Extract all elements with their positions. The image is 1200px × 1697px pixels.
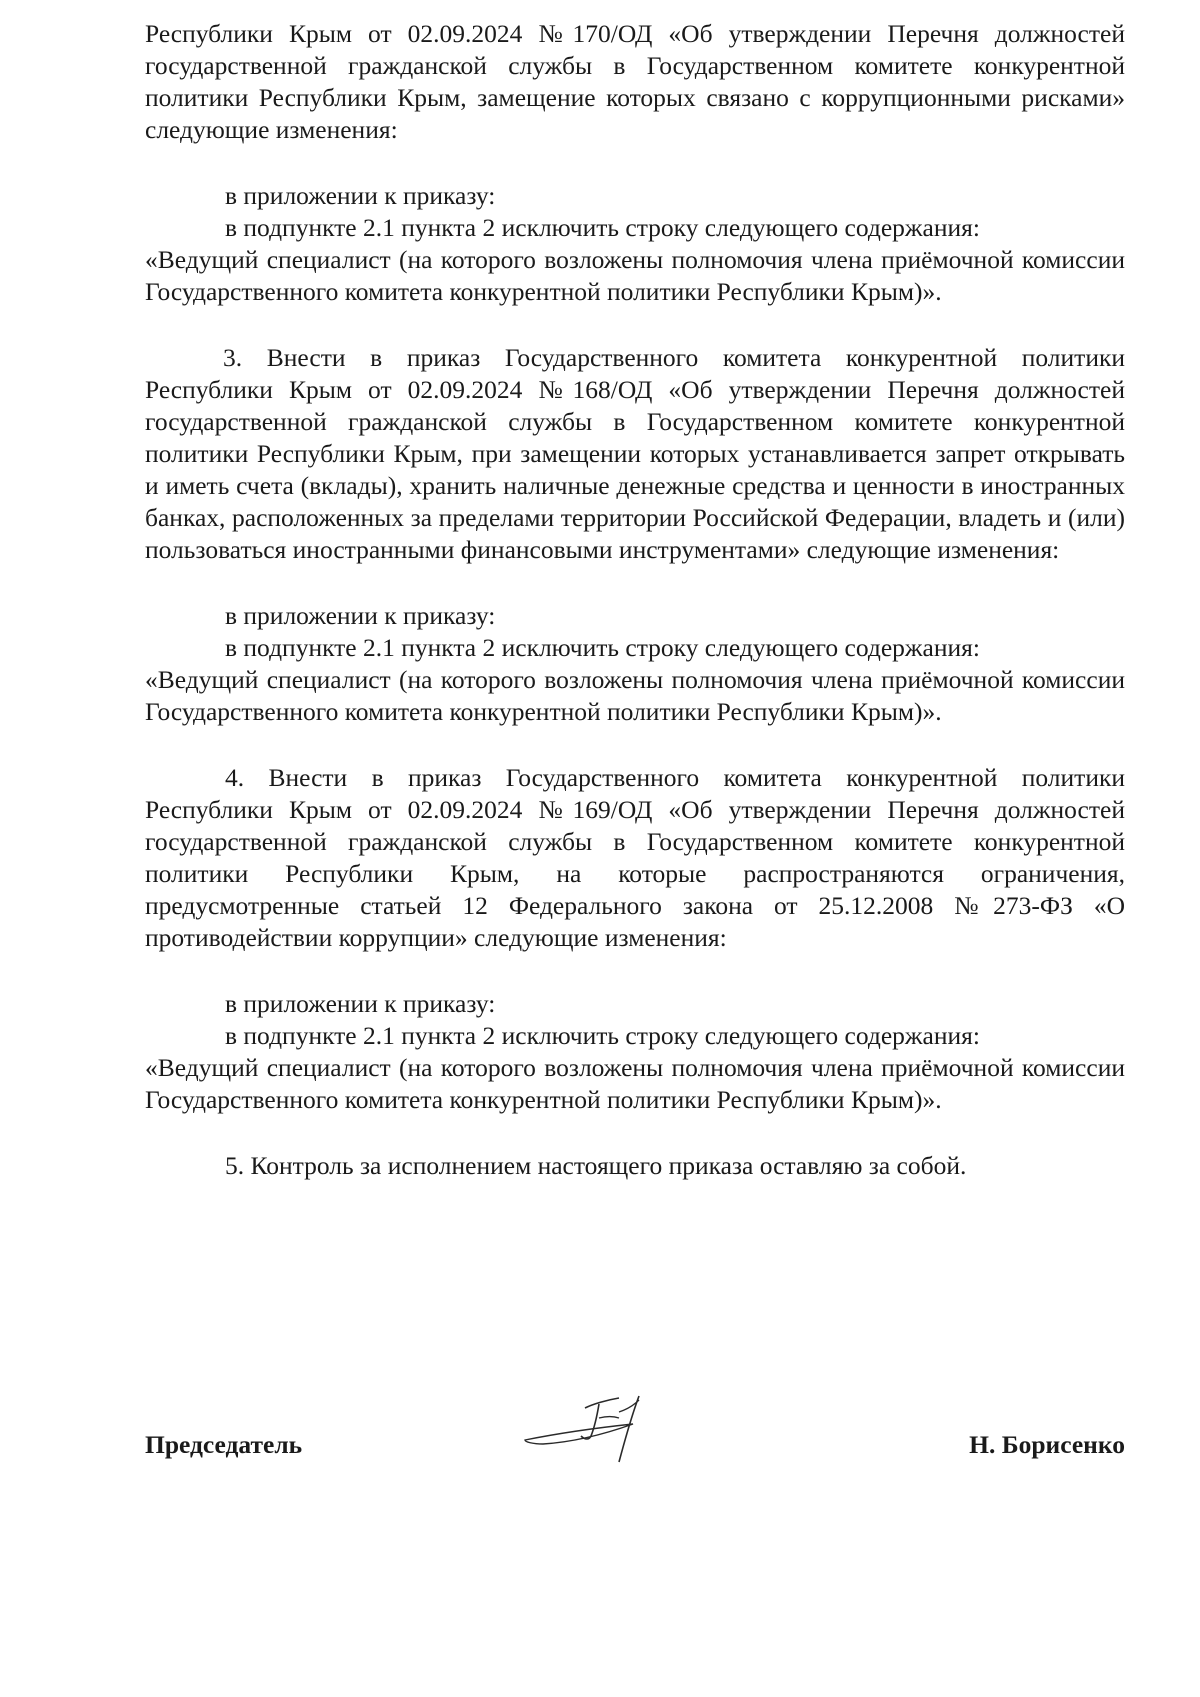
item4-quote: «Ведущий специалист (на которого возложены полномочия члена приёмочной комиссии Государственного комитета конкурентной политики Республики Крым)». bbox=[145, 1053, 1125, 1114]
signature-row bbox=[145, 1430, 1125, 1470]
item3-paragraph: 3. Внести в приказ Государственного комитета конкурентной политики Республики Крым от 02.09.2024 №168/ОД «Об утверждении Перечня должностей государственной гражданской службы в Государственном комитете конкурентной политики Республики Крым, при замещении которых устанавливается запрет открывать и иметь счета (вклады), хранить наличные денежные средства и ценности в иностранных банках, расположенных за пределами территории Российской Федерации, владеть и (или) пользоваться иностранными финансовыми инструментами» следующие изменения: bbox=[145, 343, 1125, 564]
spacer bbox=[145, 146, 1125, 180]
item4-subpoint: в подпункте 2.1 пункта 2 исключить строку следующего содержания: bbox=[225, 1021, 980, 1050]
item4-annex: в приложении к приказу: bbox=[225, 989, 496, 1018]
spacer bbox=[145, 308, 1125, 342]
item5-paragraph: 5. Контроль за исполнением настоящего приказа оставляю за собой. bbox=[225, 1151, 967, 1180]
item3-quote: «Ведущий специалист (на которого возложены полномочия члена приёмочной комиссии Государственного комитета конкурентной политики Республики Крым)». bbox=[145, 665, 1125, 726]
block1-annex: в приложении к приказу: bbox=[225, 181, 496, 210]
block1-quote: «Ведущий специалист (на которого возложены полномочия члена приёмочной комиссии Государственного комитета конкурентной политики Республики Крым)». bbox=[145, 245, 1125, 306]
document-body bbox=[145, 18, 1125, 1182]
spacer bbox=[145, 1116, 1125, 1150]
item3-annex: в приложении к приказу: bbox=[225, 601, 496, 630]
intro-paragraph: Республики Крым от 02.09.2024 №170/ОД «Об утверждении Перечня должностей государственной гражданской службы в Государственном комитете конкурентной политики Республики Крым, замещение которых связано с коррупционными рисками» следующие изменения: bbox=[145, 19, 1125, 144]
block1-subpoint: в подпункте 2.1 пункта 2 исключить строку следующего содержания: bbox=[225, 213, 980, 242]
spacer bbox=[145, 566, 1125, 600]
signatory-position: Председатель bbox=[145, 1430, 303, 1459]
spacer bbox=[145, 728, 1125, 762]
signatory-name: Н. Борисенко bbox=[969, 1430, 1125, 1459]
spacer bbox=[145, 954, 1125, 988]
item4-paragraph: 4. Внести в приказ Государственного комитета конкурентной политики Республики Крым от 02.09.2024 №169/ОД «Об утверждении Перечня должностей государственной гражданской службы в Государственном комитете конкурентной политики Республики Крым, на которые распространяются ограничения, предусмотренные статьей 12 Федерального закона от 25.12.2008 №273-ФЗ «О противодействии коррупции» следующие изменения: bbox=[145, 763, 1125, 952]
item3-subpoint: в подпункте 2.1 пункта 2 исключить строку следующего содержания: bbox=[225, 633, 980, 662]
